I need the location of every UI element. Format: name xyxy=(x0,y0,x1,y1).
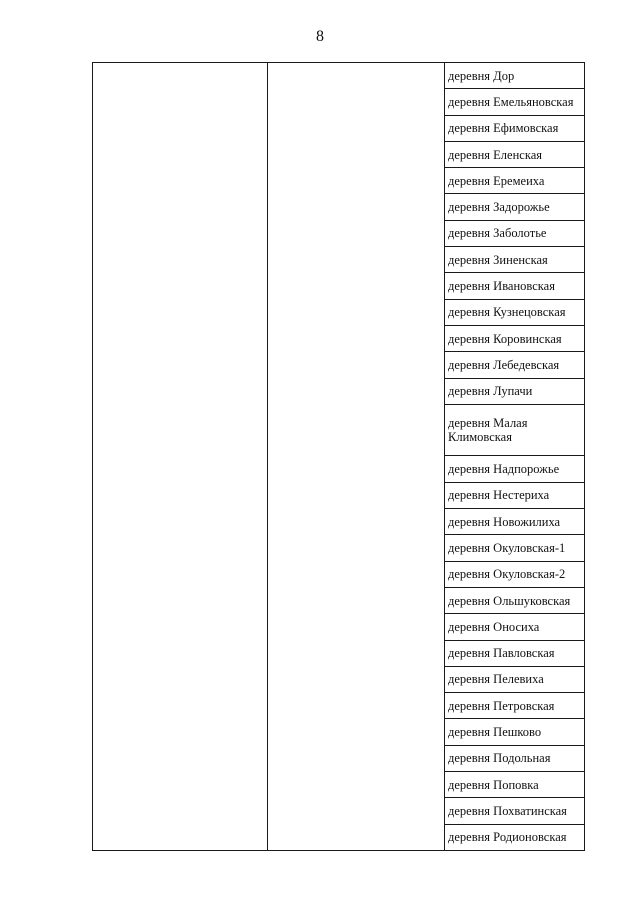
table-row xyxy=(445,351,584,377)
settlement-name: деревня Пелевиха xyxy=(448,672,544,687)
settlement-name: деревня Нестериха xyxy=(448,488,550,503)
table-row xyxy=(445,797,584,823)
settlement-name: деревня Зиненская xyxy=(448,252,548,267)
table-row xyxy=(445,378,584,404)
table-row xyxy=(445,115,584,141)
settlement-name: деревня Ивановская xyxy=(448,279,555,294)
table-row xyxy=(445,613,584,639)
settlement-name: деревня Коровинская xyxy=(448,331,562,346)
table-row xyxy=(445,141,584,167)
table-row xyxy=(445,824,584,850)
settlement-name: деревня Кузнецовская xyxy=(448,305,566,320)
settlement-name: деревня Поповка xyxy=(448,777,539,792)
column-divider-1 xyxy=(267,63,268,850)
settlement-name: деревня Петровская xyxy=(448,698,555,713)
table-row xyxy=(445,299,584,325)
settlements-table xyxy=(92,62,585,851)
settlement-name: деревня Малая Климовская xyxy=(448,416,528,445)
settlement-name: деревня Еремеиха xyxy=(448,173,545,188)
table-row xyxy=(445,482,584,508)
table-row xyxy=(445,404,584,456)
page-number: 8 xyxy=(316,28,324,45)
settlement-name: деревня Оносиха xyxy=(448,619,540,634)
settlement-name: деревня Похватинская xyxy=(448,803,567,818)
table-row xyxy=(445,63,584,88)
settlement-name: деревня Задорожье xyxy=(448,200,550,215)
table-row xyxy=(445,692,584,718)
table-row xyxy=(445,587,584,613)
settlement-name: деревня Пешково xyxy=(448,725,542,740)
settlement-name: деревня Новожилиха xyxy=(448,514,561,529)
settlement-name: деревня Лупачи xyxy=(448,384,533,399)
settlement-name: деревня Окуловская-1 xyxy=(448,540,566,555)
table-row xyxy=(445,534,584,560)
table-row xyxy=(445,246,584,272)
table-row xyxy=(445,325,584,351)
table-row xyxy=(445,718,584,744)
settlement-name: деревня Ефимовская xyxy=(448,121,559,136)
settlement-name: деревня Надпорожье xyxy=(448,462,560,477)
table-row xyxy=(445,666,584,692)
table-row xyxy=(445,272,584,298)
table-row xyxy=(445,771,584,797)
settlements-column xyxy=(445,63,584,850)
table-row xyxy=(445,745,584,771)
table-row xyxy=(445,561,584,587)
settlement-name: деревня Емельяновская xyxy=(448,94,574,109)
settlement-name: деревня Лебедевская xyxy=(448,357,560,372)
table-row xyxy=(445,640,584,666)
settlement-name: деревня Окуловская-2 xyxy=(448,567,566,582)
table-row xyxy=(445,508,584,534)
settlement-name: деревня Еленская xyxy=(448,147,543,162)
settlement-name: деревня Заболотье xyxy=(448,226,547,241)
settlement-name: деревня Дор xyxy=(448,68,515,83)
table-row xyxy=(445,455,584,481)
settlement-name: деревня Ольшуковская xyxy=(448,593,571,608)
table-row xyxy=(445,193,584,219)
table-row xyxy=(445,88,584,114)
table-row xyxy=(445,220,584,246)
settlement-name: деревня Павловская xyxy=(448,646,555,661)
settlement-name: деревня Родионовская xyxy=(448,830,567,845)
settlement-name: деревня Подольная xyxy=(448,751,551,766)
table-row xyxy=(445,167,584,193)
